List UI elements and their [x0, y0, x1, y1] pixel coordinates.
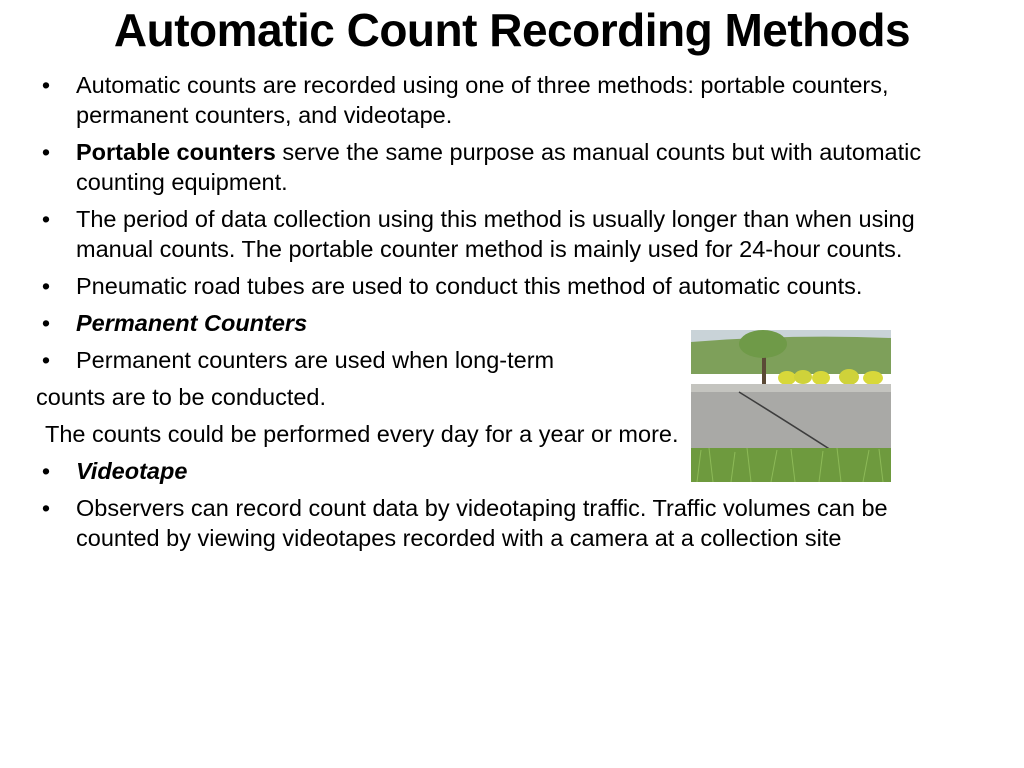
slide-title: Automatic Count Recording Methods [113, 4, 911, 56]
road-tube-photo [691, 330, 891, 482]
bullet-bold-term: Portable counters [76, 139, 276, 165]
bullet-dot: • [41, 72, 51, 98]
bullet-text: The period of data collection using this method is usually longer than when using manual counts. The portable counter method is mainly used for 24-hour counts. [76, 206, 915, 262]
slide-body [36, 70, 976, 560]
bullet-dot: • [41, 310, 51, 336]
list-item [36, 493, 976, 553]
list-item [36, 271, 976, 301]
bullet-dot: • [41, 495, 51, 521]
far-grass [691, 337, 891, 374]
list-item [36, 70, 976, 130]
bullet-text: Pneumatic road tubes are used to conduct this method of automatic counts. [76, 273, 863, 299]
bullet-text: Automatic counts are recorded using one of three methods: portable counters, permanent counters, and videotape. [76, 72, 889, 128]
road [691, 392, 891, 450]
bullet-text: Observers can record count data by videotaping traffic. Traffic volumes can be counted by viewing videotapes recorded with a camera at a collection site [76, 495, 888, 551]
bullet-text: serve the same purpose as manual counts but with automatic counting equipment. [76, 139, 922, 195]
bullet-dot: • [41, 347, 51, 373]
tree-canopy [739, 330, 787, 358]
section-heading-videotape: Videotape [76, 458, 188, 484]
list-item [36, 204, 976, 264]
plain-paragraph: counts are to be conducted. [36, 384, 327, 410]
curb [691, 384, 891, 392]
plain-paragraph: The counts could be performed every day for a year or more. [45, 421, 679, 447]
bullet-dot: • [41, 458, 51, 484]
bullet-dot: • [41, 273, 51, 299]
bullet-dot: • [41, 206, 51, 232]
bullet-text: Permanent counters are used when long-term [76, 347, 555, 373]
list-item [36, 137, 976, 197]
section-heading-permanent: Permanent Counters [76, 310, 308, 336]
bullet-dot: • [41, 139, 51, 165]
